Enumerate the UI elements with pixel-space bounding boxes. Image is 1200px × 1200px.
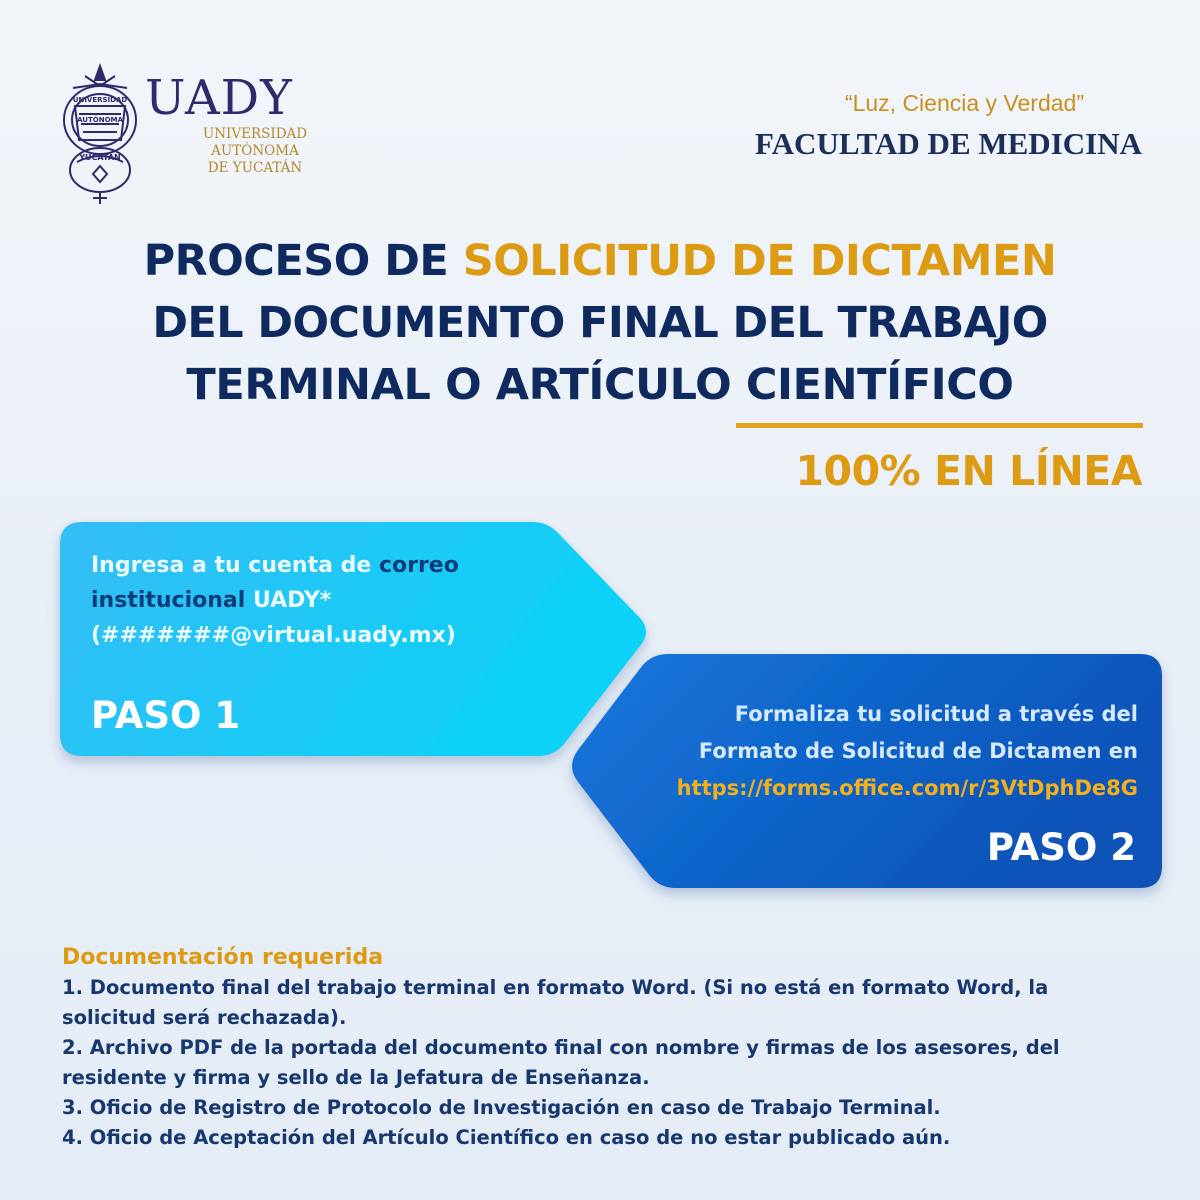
title-line-2: DEL DOCUMENTO FINAL DEL TRABAJO (152, 298, 1048, 348)
uady-subtitle-line: UNIVERSIDAD (202, 126, 308, 142)
required-documents (62, 943, 1162, 1153)
step-1-label: PASO 1 (91, 694, 241, 737)
step-1-text: Ingresa a tu cuenta de (91, 553, 379, 578)
step-2-description (578, 696, 1138, 807)
docs-item: 2. Archivo PDF de la portada del documento final con nombre y firmas de los asesores, del (62, 1036, 1060, 1059)
online-badge: 100% EN LÍNEA (795, 447, 1142, 495)
docs-item: solicitud será rechazada). (62, 1006, 347, 1029)
uady-subtitle-line: AUTÓNOMA (211, 143, 299, 159)
step-1-description (91, 548, 561, 653)
docs-item: residente y firma y sello de la Jefatura de Enseñanza. (62, 1066, 650, 1089)
form-link[interactable]: https://forms.office.com/r/3VtDphDe8G (676, 776, 1138, 800)
step-1-email: (#######@virtual.uady.mx) (91, 623, 456, 648)
uady-wordmark: UADY (145, 70, 293, 126)
docs-item: 3. Oficio de Registro de Protocolo de Investigación en caso de Trabajo Terminal. (62, 1096, 941, 1119)
title-highlight: SOLICITUD DE DICTAMEN (462, 236, 1057, 286)
motto: “Luz, Ciencia y Verdad” (844, 90, 1084, 116)
step-2-text: Formato de Solicitud de Dictamen en (698, 739, 1138, 763)
step-1-text: UADY* (245, 588, 332, 613)
svg-text:YUCATÁN: YUCATÁN (79, 153, 121, 162)
uady-subtitle-line: DE YUCATÁN (207, 160, 303, 176)
title-line-3: TERMINAL O ARTÍCULO CIENTÍFICO (186, 360, 1014, 410)
docs-title: Documentación requerida (62, 945, 384, 970)
step-2-label: PASO 2 (986, 826, 1136, 869)
faculty-name: FACULTAD DE MEDICINA (755, 126, 1142, 161)
step-2-text: Formaliza tu solicitud a través del (734, 702, 1138, 726)
step-1-highlight: correo (378, 553, 459, 578)
svg-text:AUTÓNOMA: AUTÓNOMA (77, 116, 123, 124)
title-prefix: PROCESO DE (143, 236, 463, 286)
docs-item: 1. Documento final del trabajo terminal en formato Word. (Si no está en formato Word, la (62, 976, 1049, 999)
svg-text:UNIVERSIDAD: UNIVERSIDAD (72, 96, 128, 104)
step-1-highlight: institucional (91, 588, 246, 613)
docs-item: 4. Oficio de Aceptación del Artículo Científico en caso de no estar publicado aún. (62, 1126, 951, 1149)
